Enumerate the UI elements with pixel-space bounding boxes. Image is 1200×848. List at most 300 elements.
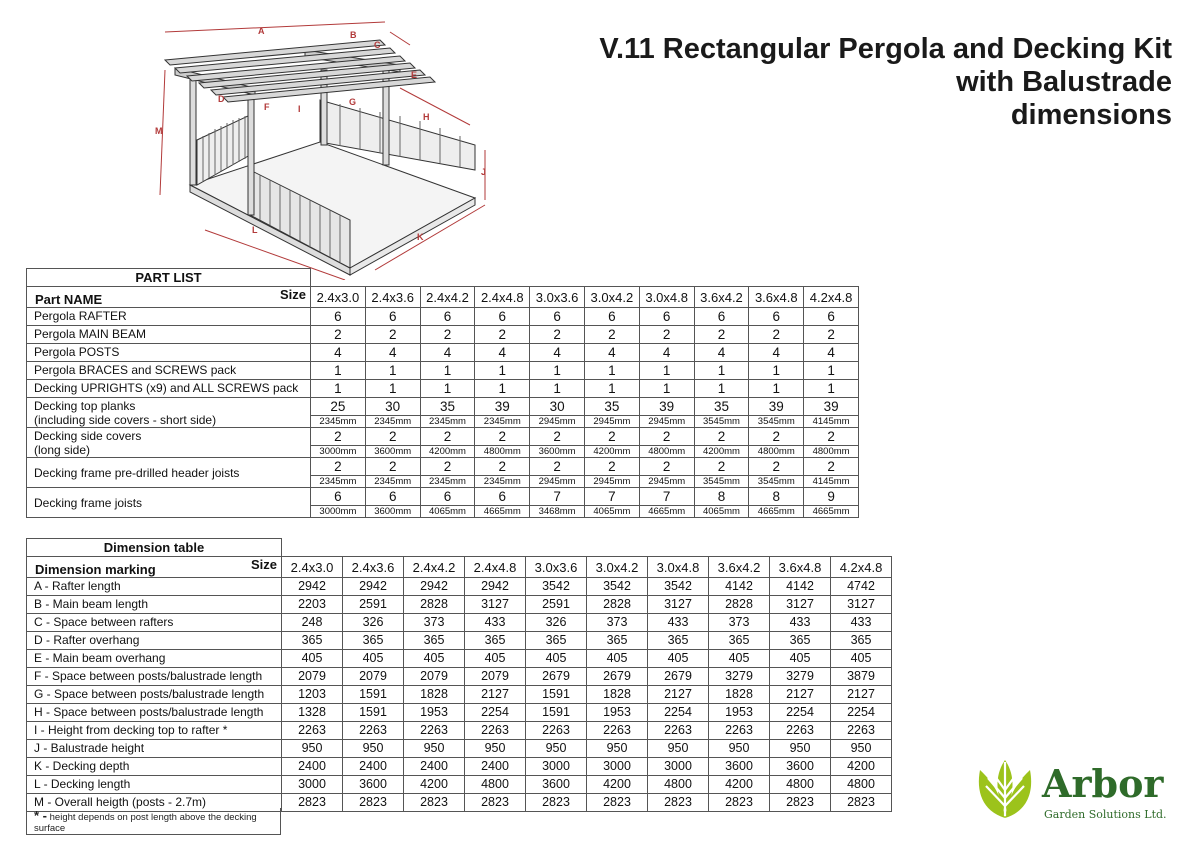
diagram-label-k: K (417, 232, 424, 242)
dimension-value-cell: 4800 (465, 776, 526, 794)
quantity-cell: 2 (365, 326, 420, 344)
dimension-value-cell: 405 (465, 650, 526, 668)
quantity-cell: 1 (639, 362, 694, 380)
dimension-name: J - Balustrade height (27, 740, 282, 758)
dimension-value-cell: 950 (282, 740, 343, 758)
length-cell: 4665mm (804, 506, 859, 518)
quantity-cell: 6 (804, 308, 859, 326)
length-cell: 2345mm (311, 416, 366, 428)
dimension-value-cell: 326 (526, 614, 587, 632)
quantity-cell: 6 (420, 308, 475, 326)
dimension-value-cell: 365 (770, 632, 831, 650)
dimension-value-cell: 2127 (770, 686, 831, 704)
length-cell: 2945mm (584, 476, 639, 488)
dimension-table-corner (27, 557, 282, 578)
diagram-label-g: G (349, 97, 357, 107)
dimension-name: B - Main beam length (27, 596, 282, 614)
quantity-cell: 1 (584, 380, 639, 398)
dimension-value-cell: 1203 (282, 686, 343, 704)
length-cell: 2345mm (365, 476, 420, 488)
part-name-label: Part NAME (35, 292, 103, 307)
dimension-value-cell: 405 (404, 650, 465, 668)
quantity-cell: 1 (584, 362, 639, 380)
length-cell: 3000mm (311, 506, 366, 518)
length-cell: 4200mm (694, 446, 749, 458)
dimension-value-cell: 433 (465, 614, 526, 632)
quantity-cell: 2 (584, 326, 639, 344)
dimension-value-cell: 4742 (831, 578, 892, 596)
table-row (27, 722, 892, 740)
dimension-value-cell: 2942 (343, 578, 404, 596)
blank (311, 269, 859, 287)
dimension-value-cell: 2823 (526, 794, 587, 812)
length-cell: 2345mm (420, 476, 475, 488)
table-row (27, 632, 892, 650)
diagram-label-b: B (350, 30, 357, 40)
quantity-cell: 1 (530, 380, 585, 398)
part-list-corner (27, 287, 311, 308)
part-name: Decking UPRIGHTS (x9) and ALL SCREWS pack (27, 380, 311, 398)
quantity-cell: 2 (804, 326, 859, 344)
dimension-value-cell: 2823 (770, 794, 831, 812)
dimension-name: K - Decking depth (27, 758, 282, 776)
size-column-header: 3.0x3.6 (526, 557, 587, 578)
quantity-cell: 6 (530, 308, 585, 326)
dimension-value-cell: 2823 (587, 794, 648, 812)
table-row (27, 380, 859, 398)
quantity-cell: 8 (749, 488, 804, 506)
part-name (27, 428, 311, 458)
diagram-label-l: L (252, 225, 258, 235)
quantity-cell: 1 (804, 362, 859, 380)
size-column-header: 3.6x4.2 (709, 557, 770, 578)
dimension-value-cell: 2823 (282, 794, 343, 812)
table-row (27, 650, 892, 668)
dimension-value-cell: 2263 (526, 722, 587, 740)
quantity-cell: 39 (475, 398, 530, 416)
quantity-cell: 7 (530, 488, 585, 506)
quantity-cell: 2 (475, 458, 530, 476)
table-row (27, 488, 859, 506)
size-column-header: 2.4x4.8 (475, 287, 530, 308)
part-name (27, 488, 311, 518)
size-column-header: 3.6x4.8 (749, 287, 804, 308)
quantity-cell: 1 (530, 362, 585, 380)
dimension-value-cell: 1591 (526, 686, 587, 704)
size-column-header: 3.0x4.2 (584, 287, 639, 308)
table-row (27, 740, 892, 758)
size-column-header: 4.2x4.8 (804, 287, 859, 308)
dimension-value-cell: 2263 (282, 722, 343, 740)
dimension-value-cell: 2203 (282, 596, 343, 614)
part-name (27, 398, 311, 428)
leaf-icon (972, 756, 1038, 822)
title-line-2: with Balustrade (956, 66, 1172, 98)
dimension-value-cell: 3600 (770, 758, 831, 776)
table-row (27, 326, 859, 344)
dimension-value-cell: 2823 (709, 794, 770, 812)
quantity-cell: 2 (365, 458, 420, 476)
part-name-line-2: (long side) (34, 442, 91, 457)
dimension-table-heading: Dimension table (27, 539, 282, 557)
dimension-value-cell: 405 (648, 650, 709, 668)
quantity-cell: 1 (639, 380, 694, 398)
dimension-value-cell: 2263 (648, 722, 709, 740)
length-cell: 4665mm (749, 506, 804, 518)
size-column-header: 2.4x4.8 (465, 557, 526, 578)
dimension-value-cell: 2254 (465, 704, 526, 722)
quantity-cell: 6 (475, 308, 530, 326)
size-column-header: 2.4x4.2 (404, 557, 465, 578)
quantity-cell: 1 (311, 380, 366, 398)
dimension-value-cell: 2679 (526, 668, 587, 686)
dimension-value-cell: 2400 (343, 758, 404, 776)
dimension-value-cell: 2263 (587, 722, 648, 740)
quantity-cell: 30 (530, 398, 585, 416)
dimension-value-cell: 1591 (343, 686, 404, 704)
table-row (27, 704, 892, 722)
dimension-value-cell: 405 (587, 650, 648, 668)
dimension-name: C - Space between rafters (27, 614, 282, 632)
quantity-cell: 4 (530, 344, 585, 362)
dimension-value-cell: 433 (770, 614, 831, 632)
dimension-value-cell: 2079 (343, 668, 404, 686)
dimension-value-cell: 3600 (709, 758, 770, 776)
dimension-value-cell: 1953 (709, 704, 770, 722)
quantity-cell: 2 (311, 458, 366, 476)
diagram-label-h: H (423, 112, 430, 122)
quantity-cell: 1 (420, 362, 475, 380)
dimension-name: I - Height from decking top to rafter * (27, 722, 282, 740)
quantity-cell: 4 (311, 344, 366, 362)
part-name-line-1: Decking frame joists (34, 495, 143, 510)
size-column-header: 2.4x3.6 (365, 287, 420, 308)
page-title (599, 33, 1172, 132)
size-column-header: 2.4x3.6 (343, 557, 404, 578)
length-cell: 2945mm (639, 416, 694, 428)
part-name: Pergola BRACES and SCREWS pack (27, 362, 311, 380)
length-cell: 4065mm (584, 506, 639, 518)
quantity-cell: 2 (749, 428, 804, 446)
dimension-value-cell: 2263 (770, 722, 831, 740)
dimension-value-cell: 2263 (343, 722, 404, 740)
diagram-label-m: M (155, 126, 163, 136)
dimension-value-cell: 365 (343, 632, 404, 650)
part-name-line-1: Decking frame pre-drilled header joists (34, 465, 240, 480)
quantity-cell: 4 (694, 344, 749, 362)
length-cell: 3545mm (749, 416, 804, 428)
length-cell: 4665mm (639, 506, 694, 518)
quantity-cell: 4 (475, 344, 530, 362)
dimension-value-cell: 365 (526, 632, 587, 650)
dimension-value-cell: 2254 (770, 704, 831, 722)
part-name (27, 458, 311, 488)
size-column-header: 3.0x4.8 (648, 557, 709, 578)
dimension-value-cell: 1591 (343, 704, 404, 722)
quantity-cell: 2 (694, 428, 749, 446)
length-cell: 4800mm (639, 446, 694, 458)
dimension-value-cell: 365 (282, 632, 343, 650)
dimension-value-cell: 3542 (648, 578, 709, 596)
quantity-cell: 39 (749, 398, 804, 416)
quantity-cell: 2 (311, 326, 366, 344)
length-cell: 3545mm (694, 476, 749, 488)
table-row (27, 458, 859, 476)
quantity-cell: 2 (584, 458, 639, 476)
dimension-value-cell: 3879 (831, 668, 892, 686)
dimension-value-cell: 4800 (648, 776, 709, 794)
dimension-value-cell: 2823 (648, 794, 709, 812)
dimension-value-cell: 4142 (709, 578, 770, 596)
dimension-value-cell: 2263 (831, 722, 892, 740)
footnote-star: * - (34, 808, 47, 823)
quantity-cell: 39 (804, 398, 859, 416)
table-row (27, 686, 892, 704)
table-row (27, 362, 859, 380)
dimension-value-cell: 365 (831, 632, 892, 650)
table-row (27, 428, 859, 446)
dimension-value-cell: 405 (282, 650, 343, 668)
length-cell: 4200mm (420, 446, 475, 458)
dimension-value-cell: 950 (770, 740, 831, 758)
quantity-cell: 7 (639, 488, 694, 506)
dimension-value-cell: 2254 (831, 704, 892, 722)
length-cell: 4665mm (475, 506, 530, 518)
length-cell: 2345mm (475, 416, 530, 428)
quantity-cell: 2 (311, 428, 366, 446)
quantity-cell: 2 (804, 458, 859, 476)
table-row (27, 578, 892, 596)
title-line-1: V.11 Rectangular Pergola and Decking Kit (599, 33, 1172, 65)
dimension-value-cell: 1828 (587, 686, 648, 704)
dimension-value-cell: 326 (343, 614, 404, 632)
dimension-value-cell: 365 (404, 632, 465, 650)
quantity-cell: 1 (365, 380, 420, 398)
quantity-cell: 1 (420, 380, 475, 398)
table-row (27, 344, 859, 362)
dimension-value-cell: 405 (709, 650, 770, 668)
quantity-cell: 1 (365, 362, 420, 380)
quantity-cell: 2 (530, 326, 585, 344)
quantity-cell: 4 (749, 344, 804, 362)
dimension-value-cell: 2828 (404, 596, 465, 614)
dimension-value-cell: 950 (526, 740, 587, 758)
dimension-marking-label: Dimension marking (35, 562, 156, 577)
dimension-value-cell: 2079 (465, 668, 526, 686)
length-cell: 2345mm (475, 476, 530, 488)
length-cell: 4800mm (749, 446, 804, 458)
dimension-value-cell: 2400 (465, 758, 526, 776)
part-name: Pergola MAIN BEAM (27, 326, 311, 344)
size-label: Size (279, 287, 306, 302)
quantity-cell: 2 (475, 326, 530, 344)
dimension-value-cell: 405 (770, 650, 831, 668)
length-cell: 3600mm (365, 446, 420, 458)
dimension-value-cell: 2127 (831, 686, 892, 704)
quantity-cell: 2 (749, 458, 804, 476)
dimension-value-cell: 373 (587, 614, 648, 632)
pergola-diagram (145, 20, 505, 280)
table-row (27, 596, 892, 614)
dimension-value-cell: 3000 (648, 758, 709, 776)
table-row (27, 776, 892, 794)
dimension-value-cell: 2591 (526, 596, 587, 614)
size-column-header: 3.0x4.2 (587, 557, 648, 578)
length-cell: 4065mm (694, 506, 749, 518)
size-column-header: 3.6x4.2 (694, 287, 749, 308)
length-cell: 2345mm (420, 416, 475, 428)
dimension-value-cell: 3127 (831, 596, 892, 614)
quantity-cell: 4 (639, 344, 694, 362)
quantity-cell: 6 (749, 308, 804, 326)
diagram-label-f: F (264, 102, 270, 112)
quantity-cell: 1 (804, 380, 859, 398)
quantity-cell: 9 (804, 488, 859, 506)
part-name-line-1: Decking side covers (34, 428, 142, 443)
part-list-table (26, 268, 859, 518)
dimension-value-cell: 1828 (404, 686, 465, 704)
quantity-cell: 1 (475, 362, 530, 380)
diagram-label-e: E (411, 70, 418, 80)
length-cell: 3600mm (530, 446, 585, 458)
quantity-cell: 1 (475, 380, 530, 398)
table-row (27, 614, 892, 632)
size-column-header: 3.6x4.8 (770, 557, 831, 578)
quantity-cell: 1 (749, 380, 804, 398)
dimension-value-cell: 2823 (465, 794, 526, 812)
quantity-cell: 30 (365, 398, 420, 416)
dimension-value-cell: 1591 (526, 704, 587, 722)
dimension-name: H - Space between posts/balustrade length (27, 704, 282, 722)
dimension-value-cell: 2942 (404, 578, 465, 596)
quantity-cell: 2 (639, 428, 694, 446)
dimension-name: M - Overall heigth (posts - 2.7m) (27, 794, 282, 812)
length-cell: 3468mm (530, 506, 585, 518)
dimension-name: F - Space between posts/balustrade length (27, 668, 282, 686)
quantity-cell: 2 (420, 458, 475, 476)
length-cell: 2945mm (530, 476, 585, 488)
dimension-value-cell: 2400 (282, 758, 343, 776)
dimension-value-cell: 365 (465, 632, 526, 650)
dimension-value-cell: 2127 (648, 686, 709, 704)
table-row (27, 398, 859, 416)
dimension-value-cell: 1953 (404, 704, 465, 722)
quantity-cell: 6 (639, 308, 694, 326)
size-label: Size (250, 557, 277, 572)
table-row (27, 758, 892, 776)
logo-subtitle: Garden Solutions Ltd. (1044, 808, 1167, 821)
quantity-cell: 2 (584, 428, 639, 446)
dimension-value-cell: 405 (526, 650, 587, 668)
part-list-heading: PART LIST (27, 269, 311, 287)
size-column-header: 3.0x3.6 (530, 287, 585, 308)
dimension-value-cell: 433 (648, 614, 709, 632)
quantity-cell: 35 (584, 398, 639, 416)
length-cell: 3545mm (694, 416, 749, 428)
dimension-value-cell: 2127 (465, 686, 526, 704)
dimension-value-cell: 2591 (343, 596, 404, 614)
quantity-cell: 2 (639, 326, 694, 344)
dimension-value-cell: 4200 (831, 758, 892, 776)
quantity-cell: 2 (475, 428, 530, 446)
quantity-cell: 35 (694, 398, 749, 416)
quantity-cell: 7 (584, 488, 639, 506)
size-column-header: 2.4x3.0 (282, 557, 343, 578)
quantity-cell: 35 (420, 398, 475, 416)
quantity-cell: 2 (420, 428, 475, 446)
dimension-name: D - Rafter overhang (27, 632, 282, 650)
footnote (26, 808, 281, 835)
dimension-value-cell: 248 (282, 614, 343, 632)
quantity-cell: 4 (804, 344, 859, 362)
dimension-value-cell: 4200 (587, 776, 648, 794)
diagram-label-a: A (258, 26, 265, 36)
quantity-cell: 2 (694, 326, 749, 344)
dimension-value-cell: 2828 (587, 596, 648, 614)
length-cell: 2345mm (365, 416, 420, 428)
dimension-value-cell: 2823 (404, 794, 465, 812)
dimension-value-cell: 2079 (404, 668, 465, 686)
quantity-cell: 6 (365, 488, 420, 506)
dimension-value-cell: 950 (831, 740, 892, 758)
quantity-cell: 6 (311, 488, 366, 506)
quantity-cell: 4 (420, 344, 475, 362)
dimension-value-cell: 3000 (526, 758, 587, 776)
dimension-value-cell: 3127 (465, 596, 526, 614)
dimension-value-cell: 2828 (709, 596, 770, 614)
dimension-value-cell: 405 (343, 650, 404, 668)
quantity-cell: 1 (694, 362, 749, 380)
quantity-cell: 39 (639, 398, 694, 416)
dimension-value-cell: 2942 (465, 578, 526, 596)
length-cell: 4800mm (804, 446, 859, 458)
dimension-value-cell: 3127 (770, 596, 831, 614)
diagram-label-i: I (298, 104, 301, 114)
diagram-label-j: J (481, 167, 487, 177)
dimension-value-cell: 4142 (770, 578, 831, 596)
dimension-value-cell: 950 (404, 740, 465, 758)
dimension-value-cell: 3279 (770, 668, 831, 686)
dimension-value-cell: 405 (831, 650, 892, 668)
quantity-cell: 6 (311, 308, 366, 326)
table-row (27, 308, 859, 326)
dimension-value-cell: 1828 (709, 686, 770, 704)
size-column-header: 2.4x3.0 (311, 287, 366, 308)
quantity-cell: 4 (584, 344, 639, 362)
dimension-value-cell: 3542 (526, 578, 587, 596)
dimension-value-cell: 4200 (404, 776, 465, 794)
length-cell: 4200mm (584, 446, 639, 458)
length-cell: 2945mm (530, 416, 585, 428)
dimension-value-cell: 1328 (282, 704, 343, 722)
length-cell: 4145mm (804, 476, 859, 488)
quantity-cell: 8 (694, 488, 749, 506)
dimension-name: L - Decking length (27, 776, 282, 794)
size-column-header: 4.2x4.8 (831, 557, 892, 578)
dimension-value-cell: 2823 (831, 794, 892, 812)
length-cell: 3600mm (365, 506, 420, 518)
diagram-label-d: D (218, 94, 225, 104)
dimension-value-cell: 3600 (526, 776, 587, 794)
quantity-cell: 1 (694, 380, 749, 398)
title-line-3: dimensions (1010, 99, 1172, 131)
dimension-value-cell: 373 (709, 614, 770, 632)
arbor-logo (972, 756, 1172, 826)
table-row (27, 668, 892, 686)
dimension-value-cell: 2263 (404, 722, 465, 740)
quantity-cell: 1 (749, 362, 804, 380)
quantity-cell: 6 (365, 308, 420, 326)
